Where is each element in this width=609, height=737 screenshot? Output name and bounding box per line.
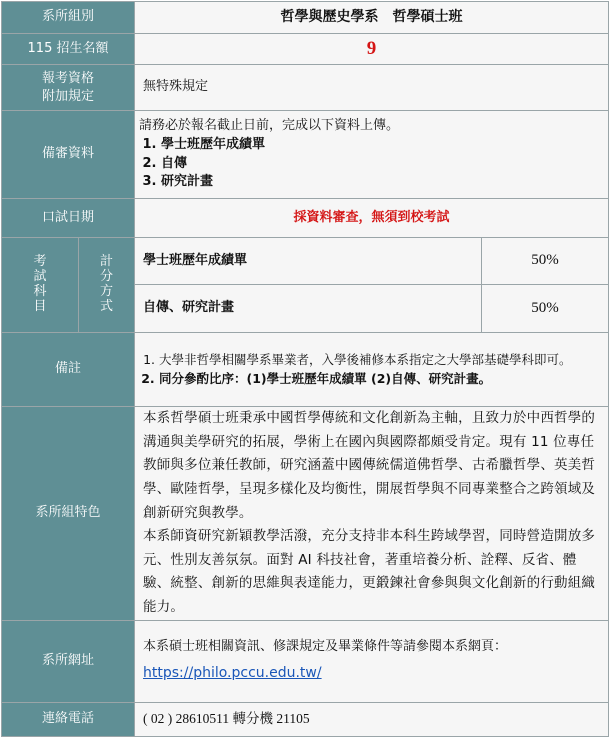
scoring-method-label-text: 計分方式 bbox=[99, 253, 113, 314]
scoring-subject-label bbox=[2, 238, 79, 333]
scoring-weight: 50% bbox=[482, 285, 609, 333]
notes-row bbox=[2, 333, 609, 407]
documents-row bbox=[2, 111, 609, 199]
extra-req-label bbox=[2, 65, 135, 111]
notes-item: 1. 大學非哲學相關學系畢業者，入學後補修本系指定之大學部基礎學科即可。 bbox=[159, 351, 600, 369]
scoring-weight: 50% bbox=[482, 238, 609, 285]
documents-label: 備審資料 bbox=[2, 111, 135, 199]
website-value bbox=[135, 620, 609, 702]
documents-item: 1. 學士班歷年成績單 bbox=[161, 136, 600, 155]
features-label: 系所組特色 bbox=[2, 407, 135, 621]
extra-req-row bbox=[2, 65, 609, 111]
features-row bbox=[2, 407, 609, 621]
notes-label: 備註 bbox=[2, 333, 135, 407]
documents-item: 3. 研究計畫 bbox=[161, 173, 600, 192]
documents-item: 2. 自傳 bbox=[161, 155, 600, 174]
website-intro: 本系碩士班相關資訊、修課規定及畢業條件等請參閱本系網頁： bbox=[143, 639, 508, 655]
quota-number: 9 bbox=[366, 38, 377, 60]
features-para: 本系哲學碩士班秉承中國哲學傳統和文化創新為主軸，且致力於中西哲學的溝通與美學研究的拓展，學術上在國內與國際都頗受肯定。現有 11 位專任教師與多位兼任教師，研究涵蓋中國傳統儒道佛哲學、古希臘哲學、英美哲學、歐陸哲學，呈現多樣化及均衡性，開展哲學與不同專業整合之跨領域及創新研究與教學。 bbox=[143, 410, 596, 521]
notes-item: 2. 同分參酌比序：(1)學士班歷年成績單 (2)自傳、研究計畫。 bbox=[159, 370, 600, 388]
phone-label: 連絡電話 bbox=[2, 702, 135, 736]
scoring-subject-label-text: 考試科目 bbox=[33, 253, 47, 314]
interview-row bbox=[2, 199, 609, 238]
quota-value bbox=[135, 34, 609, 65]
dept-row bbox=[2, 2, 609, 34]
features-para: 本系師資研究新穎教學活潑，充分支持非本科生跨域學習，同時營造開放多元、性別友善氛氛。面對 AI 科技社會，著重培養分析、詮釋、反省、體驗、統整、創新的思維與表達能力，更鍛鍊社會參與與文化創新的行動組織能力。 bbox=[143, 528, 596, 615]
documents-list bbox=[139, 136, 600, 193]
features-value bbox=[135, 407, 609, 621]
scoring-row bbox=[2, 238, 609, 285]
scoring-subject: 學士班歷年成績單 bbox=[135, 238, 482, 285]
scoring-method-label bbox=[79, 238, 135, 333]
extra-req-label-line1: 報考資格 bbox=[42, 70, 95, 86]
notes-value bbox=[135, 333, 609, 407]
website-row bbox=[2, 620, 609, 702]
phone-row bbox=[2, 702, 609, 736]
interview-label: 口試日期 bbox=[2, 199, 135, 238]
extra-req-value: 無特殊規定 bbox=[135, 65, 609, 111]
admission-info-table bbox=[1, 1, 609, 737]
interview-value: 採資料審查，無須到校考試 bbox=[135, 199, 609, 238]
dept-label: 系所組別 bbox=[2, 2, 135, 34]
documents-intro: 請務必於報名截止日前，完成以下資料上傳。 bbox=[139, 117, 400, 133]
documents-value bbox=[135, 111, 609, 199]
website-link[interactable]: https://philo.pccu.edu.tw/ bbox=[143, 665, 322, 682]
dept-value: 哲學與歷史學系 哲學碩士班 bbox=[135, 2, 609, 34]
phone-value: ( 02 ) 28610511 轉分機 21105 bbox=[135, 702, 609, 736]
quota-row bbox=[2, 34, 609, 65]
extra-req-label-line2: 附加規定 bbox=[42, 88, 95, 104]
website-label: 系所網址 bbox=[2, 620, 135, 702]
scoring-subject: 自傳、研究計畫 bbox=[135, 285, 482, 333]
notes-list bbox=[137, 351, 600, 387]
quota-label: 115 招生名額 bbox=[2, 34, 135, 65]
